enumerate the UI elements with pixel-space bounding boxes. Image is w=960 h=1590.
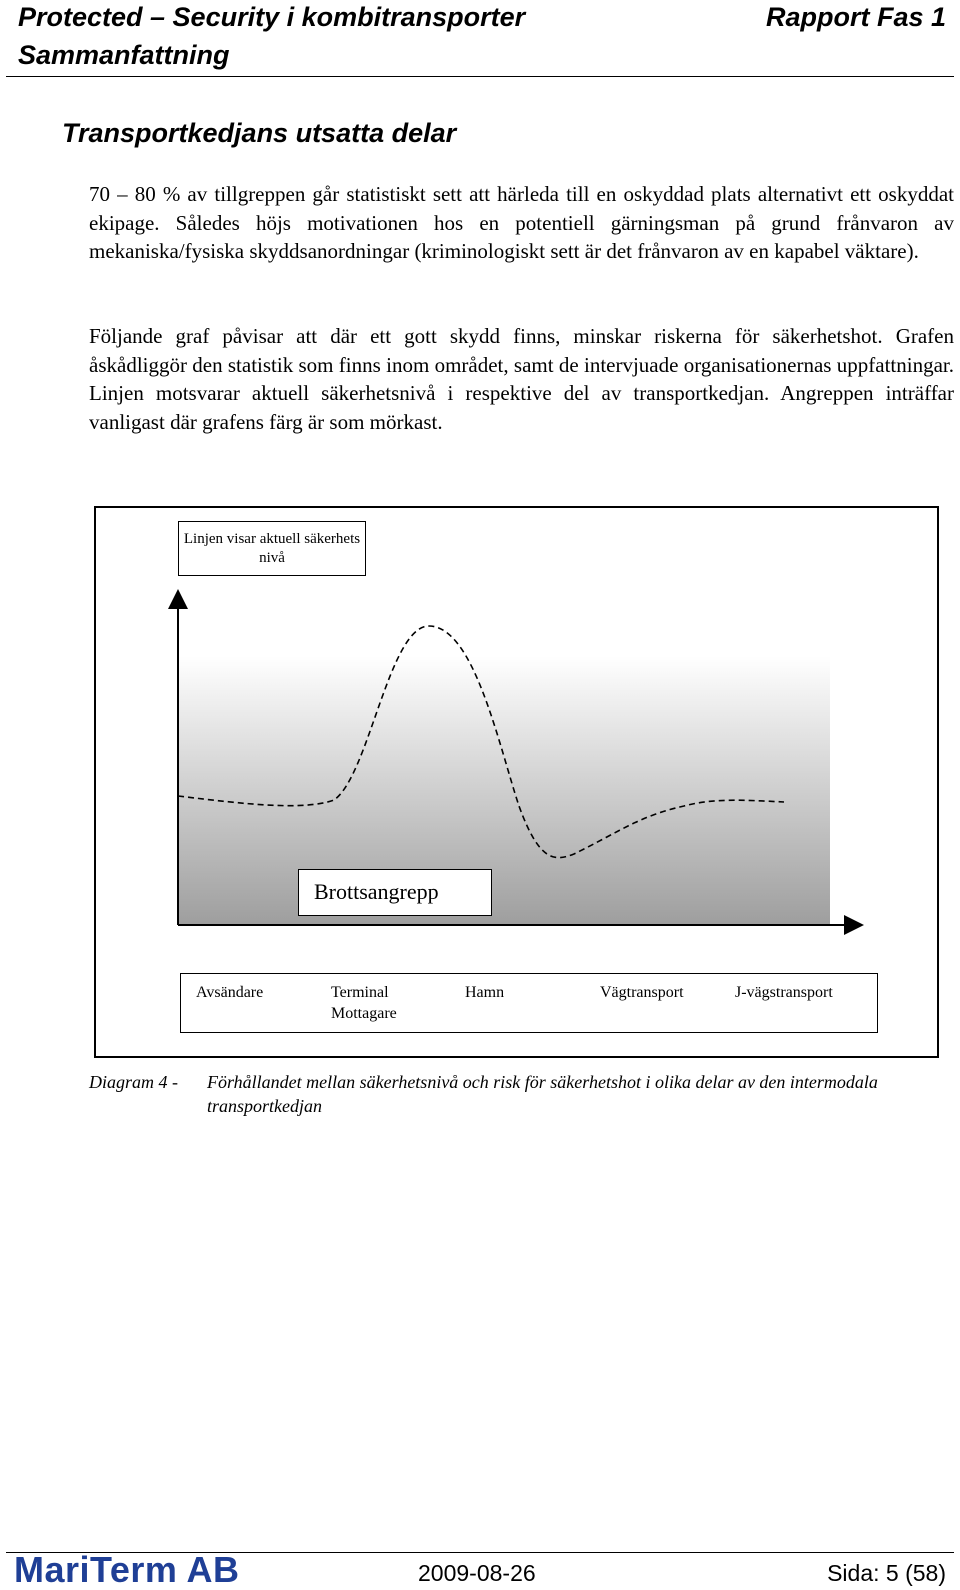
caption-label: Diagram 4 - [89, 1072, 178, 1092]
caption-text: Förhållandet mellan säkerhetsnivå och risk för säkerhetshot i olika delar av den intermodala transportkedjan [207, 1072, 878, 1116]
company-logo: MariTerm AB [14, 1549, 240, 1590]
header-divider [6, 76, 954, 77]
header-subtitle: Sammanfattning [18, 40, 230, 70]
line-legend: Linjen visar aktuell säkerhets nivå [178, 521, 366, 576]
risk-gradient-area [178, 656, 830, 925]
risk-label: Brottsangrepp [298, 869, 492, 916]
stage-label: Terminal Mottagare [331, 984, 397, 1022]
header-report-label: Rapport Fas 1 [765, 2, 946, 32]
stage-label: Hamn [465, 984, 505, 1001]
document-header [18, 0, 525, 74]
header-title: Protected – Security i kombitransporter [18, 2, 526, 32]
section-title: Transportkedjans utsatta delar [62, 118, 457, 148]
transport-stages [180, 973, 878, 1033]
footer-date: 2009-08-26 [418, 1560, 536, 1586]
page-number: Sida: 5 (58) [827, 1560, 946, 1586]
stage-label: Avsändare [196, 984, 264, 1001]
stage-label: Vägtransport [600, 984, 684, 1001]
paragraph-graph-description: Följande graf påvisar att där ett gott skydd finns, minskar riskerna för säkerhetshot. Grafen åskådliggör den statistik som finns inom området, samt de intervjuade organisationernas uppfattningar. Linjen motsvarar aktuell säkerhetsnivå i respektive del av transportkedjan. Angreppen inträffar vanligast där grafens färg är som mörkast. [89, 324, 954, 434]
stage-label: J-vägstransport [735, 984, 833, 1001]
paragraph-intro: 70 – 80 % av tillgreppen går statistiskt sett att härleda till en oskyddad plats alternativt ett oskyddat ekipage. Således höjs motivationen hos en potentiell gärningsman på grund frånvaron av mekaniska/fysiska skyddsanordningar (kriminologiskt sett är det frånvaron av en kapabel väktare). [89, 182, 954, 263]
